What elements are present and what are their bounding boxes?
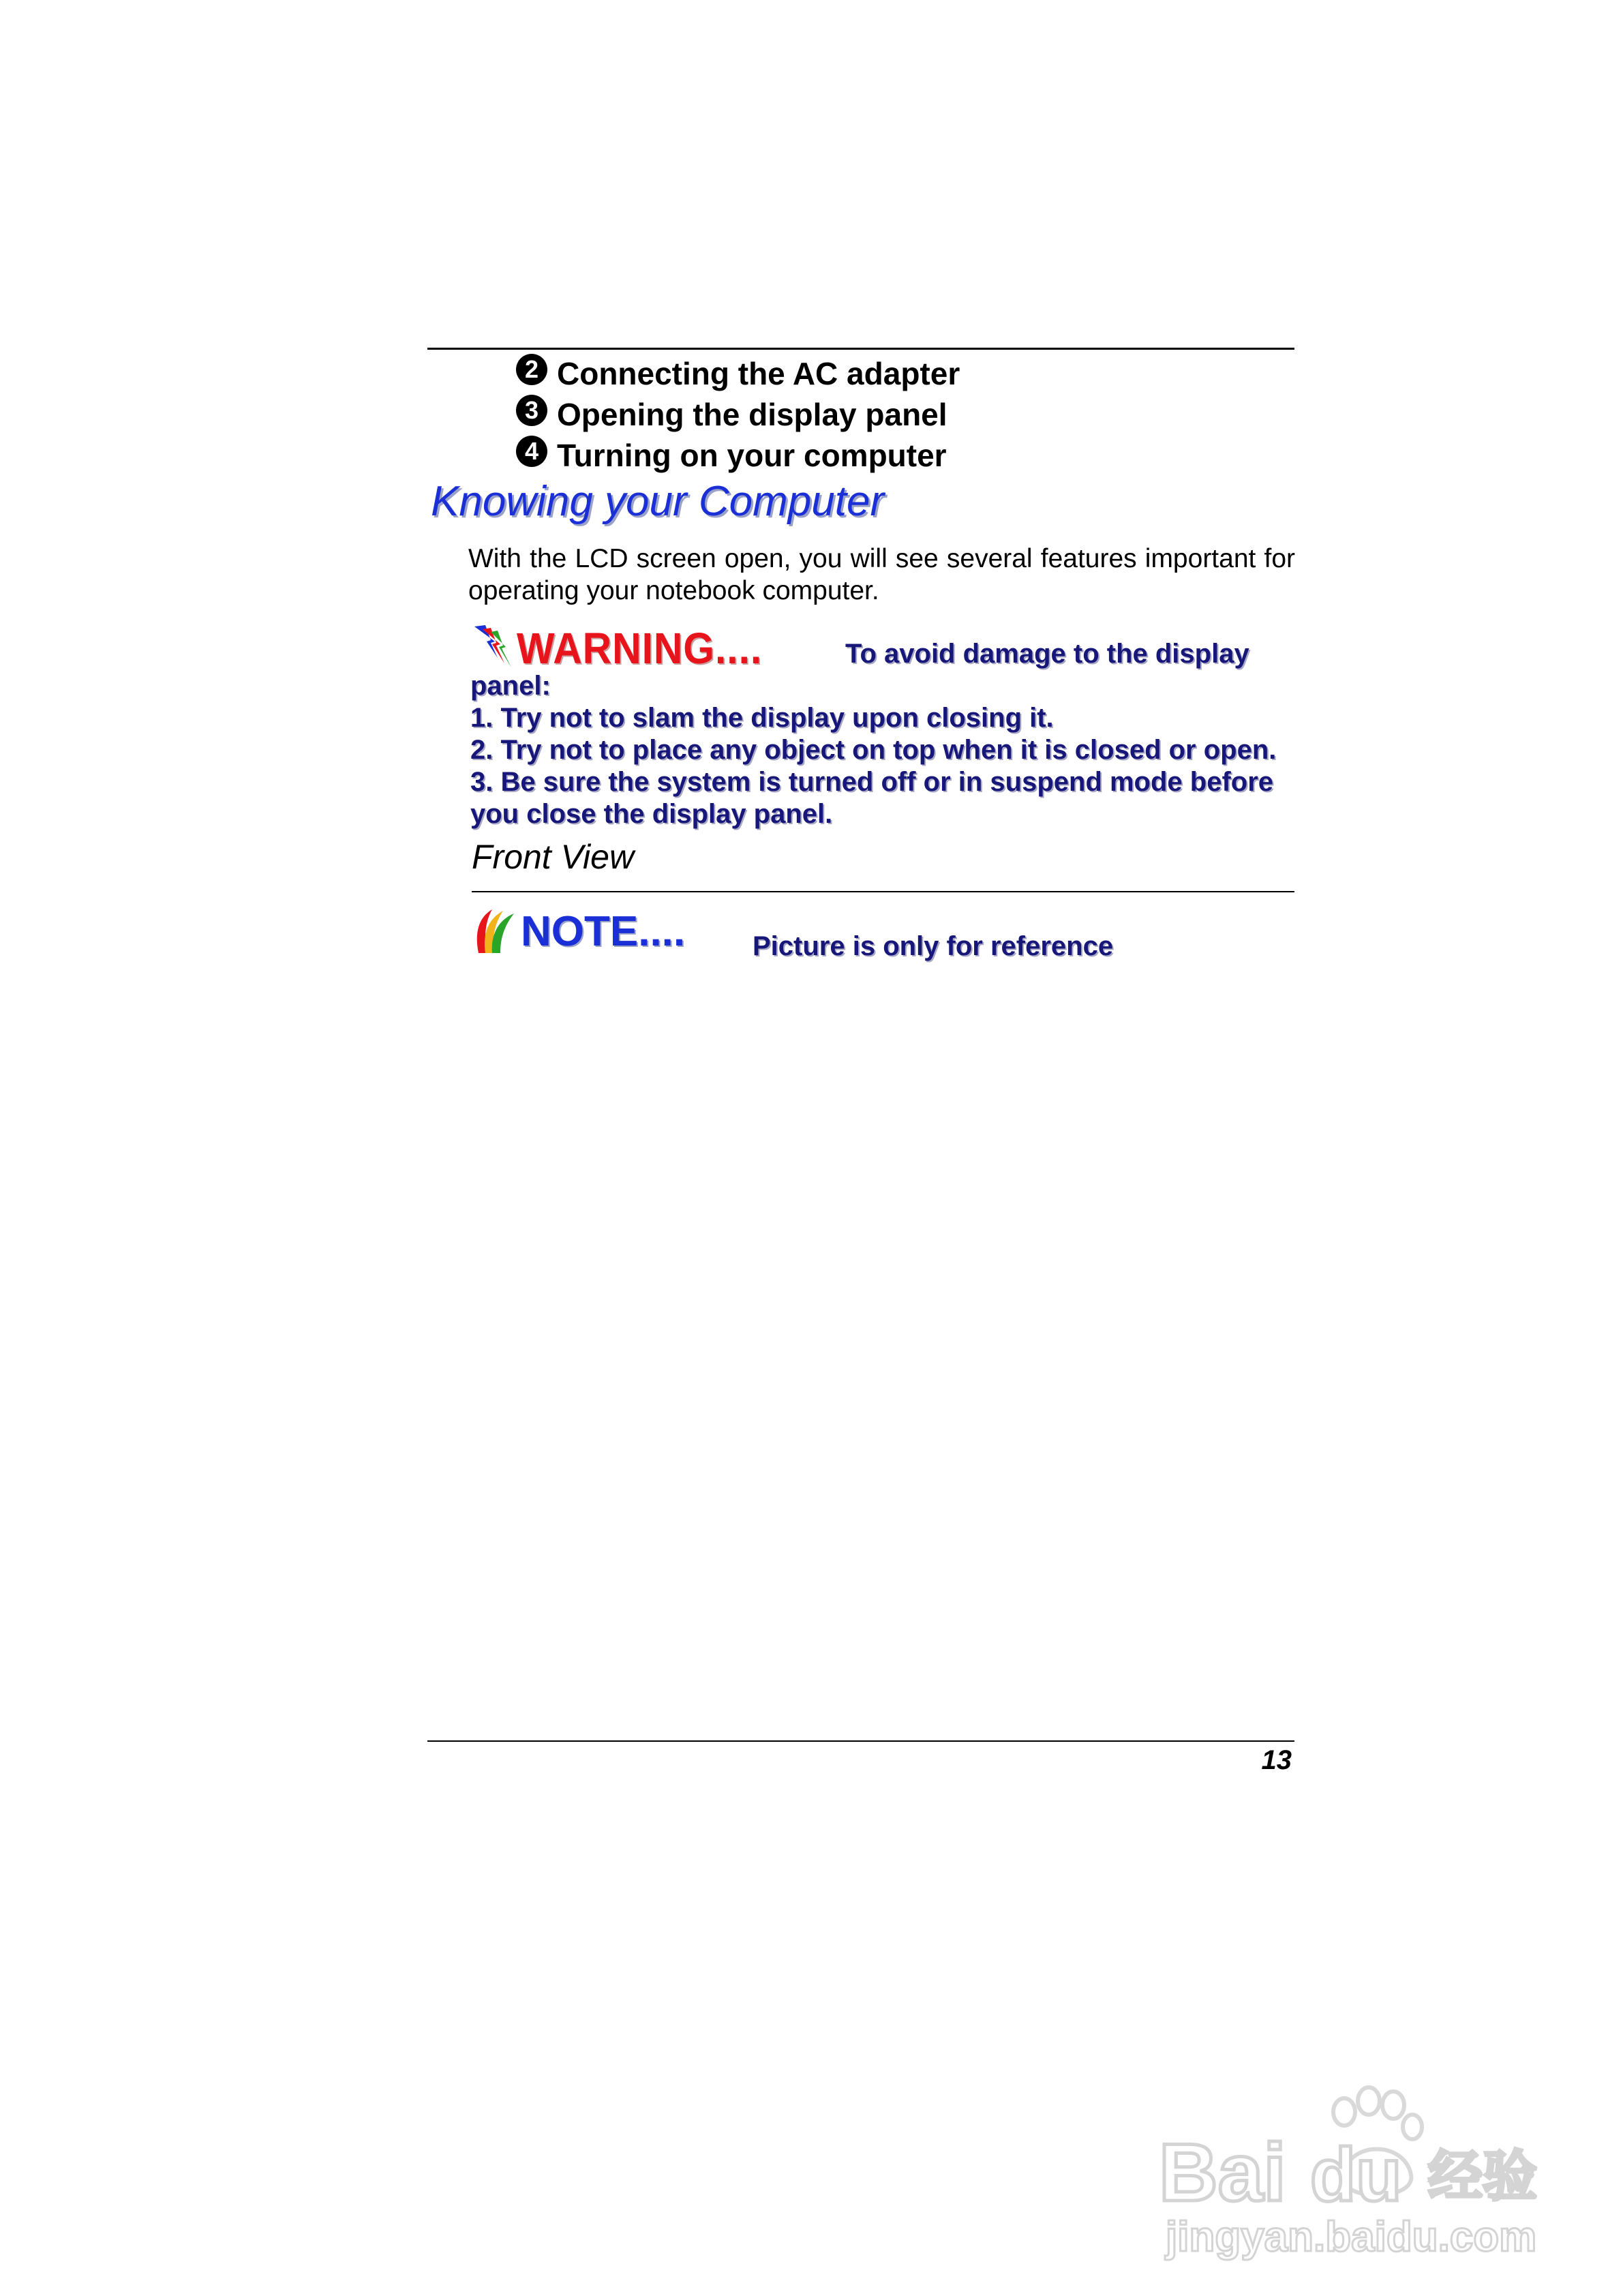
lightning-arrow-icon: [470, 622, 514, 670]
warning-body: [470, 670, 1296, 830]
warning-line: 1. Try not to slam the display upon closing it.: [470, 703, 1054, 733]
step-number-badge: 2: [516, 354, 547, 385]
warning-line: 2. Try not to place any object on top when it is closed or open.: [470, 735, 1277, 765]
step-number-badge: 3: [516, 395, 547, 426]
warning-label: WARNING....: [517, 624, 763, 673]
subsection-title: Front View: [472, 838, 635, 876]
list-item: [516, 353, 960, 394]
section-title: Knowing your Computer: [431, 478, 885, 525]
step-label: Opening the display panel: [557, 397, 947, 432]
svg-text:jingyan.baidu.com: jingyan.baidu.com: [1166, 2214, 1537, 2261]
list-item: [516, 435, 960, 476]
list-item: [516, 394, 960, 435]
note-callout: [472, 904, 1294, 965]
baidu-watermark-logo: [1159, 2072, 1541, 2263]
setup-steps-list: [516, 353, 960, 476]
top-rule: [427, 348, 1294, 350]
warning-line: panel:: [470, 671, 551, 701]
footer-rule: [427, 1740, 1294, 1742]
step-label: Connecting the AC adapter: [557, 356, 960, 391]
svg-text:Bai: Bai: [1159, 2127, 1286, 2218]
note-label: NOTE....: [521, 908, 686, 955]
svg-text:经验: 经验: [1428, 2145, 1537, 2208]
note-text: Picture is only for reference: [753, 931, 1114, 961]
section-divider: [472, 891, 1294, 892]
intro-paragraph: With the LCD screen open, you will see several features important for operating your notebook computer.: [468, 544, 1295, 605]
warning-line: 3. Be sure the system is turned off or in suspend mode before: [470, 767, 1274, 797]
svg-text:du: du: [1310, 2133, 1402, 2217]
warning-callout: [470, 617, 1296, 830]
step-number-badge: 4: [516, 436, 547, 467]
warning-line: you close the display panel.: [470, 799, 833, 829]
step-label: Turning on your computer: [557, 438, 947, 473]
warning-lead-text: To avoid damage to the display: [845, 639, 1249, 669]
note-swoosh-icon: [472, 905, 517, 956]
page-number: 13: [1261, 1745, 1292, 1775]
